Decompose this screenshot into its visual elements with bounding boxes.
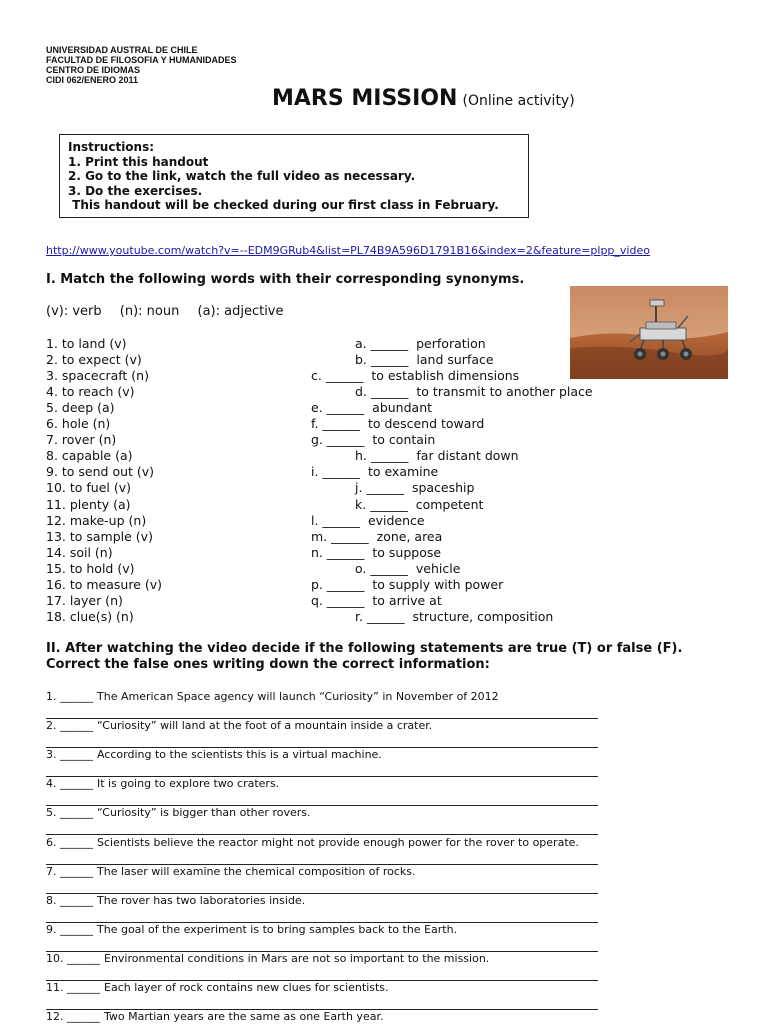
answer-blank[interactable]: ______ xyxy=(331,528,369,544)
section-1-title: I. Match the following words with their corresponding synonyms. xyxy=(46,272,525,287)
match-word-item: 10. to fuel (v) xyxy=(46,480,131,496)
synonym-item xyxy=(355,480,474,495)
statement-number-blank[interactable]: 7. ______ xyxy=(46,864,93,878)
synonym-item xyxy=(311,545,441,560)
section-2-title-line-2: Correct the false ones writing down the correct information: xyxy=(46,657,490,672)
statement-item xyxy=(46,865,416,878)
synonym-text: to arrive at xyxy=(372,592,442,608)
statement-text: Environmental conditions in Mars are not so important to the mission. xyxy=(104,951,490,965)
match-word-item: 17. layer (n) xyxy=(46,592,123,608)
answer-blank[interactable]: ______ xyxy=(366,608,405,624)
instructions-box xyxy=(59,134,529,218)
match-word-item: 8. capable (a) xyxy=(46,448,133,464)
faculty-name: FACULTAD DE FILOSOFIA Y HUMANIDADES xyxy=(46,55,237,65)
match-word-item: 6. hole (n) xyxy=(46,416,111,432)
match-word-item: 18. clue(s) (n) xyxy=(46,608,134,624)
synonym-text: to examine xyxy=(367,464,439,480)
match-word-item: 16. to measure (v) xyxy=(46,576,163,592)
statement-text: Scientists believe the reactor might not provide enough power for the rover to operate. xyxy=(97,835,579,849)
synonym-text: to descend toward xyxy=(367,416,485,432)
synonym-letter: q. xyxy=(311,592,323,608)
statement-text: Two Martian years are the same as one Earth year. xyxy=(104,1010,384,1024)
match-word-item: 14. soil (n) xyxy=(46,544,113,560)
match-word-item: 2. to expect (v) xyxy=(46,352,142,368)
statement-text: Each layer of rock contains new clues for scientists. xyxy=(104,981,389,994)
instructions-heading: Instructions: xyxy=(68,140,155,154)
instruction-note: This handout will be checked during our first class in February. xyxy=(68,198,499,212)
title-sub: (Online activity) xyxy=(462,93,575,109)
statement-number-blank[interactable]: 11. ______ xyxy=(46,981,100,994)
statement-number-blank[interactable]: 2. ______ xyxy=(46,719,93,733)
answer-blank[interactable]: ______ xyxy=(370,560,408,576)
match-word-item: 13. to sample (v) xyxy=(46,528,153,544)
statement-item xyxy=(46,748,382,761)
statement-text: “Curiosity” will land at the foot of a mountain inside a crater. xyxy=(97,719,433,733)
synonym-text: vehicle xyxy=(415,560,461,576)
instruction-step-3: 3. Do the exercises. xyxy=(68,183,203,198)
legend-adjective: (a): adjective xyxy=(197,304,284,319)
synonym-text: spaceship xyxy=(411,480,475,496)
synonym-item xyxy=(355,336,486,351)
statement-number-blank[interactable]: 10. ______ xyxy=(46,951,100,965)
statement-number-blank[interactable]: 12. ______ xyxy=(46,1010,100,1024)
video-link[interactable]: http://www.youtube.com/watch?v=--EDM9GRub4&list=PL74B9A596D1791B16&index=2&feature=plpp_video xyxy=(46,244,650,257)
instruction-step-1: 1. Print this handout xyxy=(68,154,209,169)
statement-text: The laser will examine the chemical composition of rocks. xyxy=(97,864,416,878)
synonym-item xyxy=(311,416,484,431)
synonym-text: abundant xyxy=(372,400,433,416)
statement-number-blank[interactable]: 4. ______ xyxy=(46,777,93,791)
answer-blank[interactable]: ______ xyxy=(322,416,360,432)
match-word-item: 7. rover (n) xyxy=(46,432,117,448)
synonym-letter: m. xyxy=(311,528,328,544)
answer-blank[interactable]: ______ xyxy=(370,352,409,368)
university-name: UNIVERSIDAD AUSTRAL DE CHILE xyxy=(46,45,198,55)
synonym-item xyxy=(311,432,435,447)
synonym-letter: p. xyxy=(311,576,323,592)
statement-item xyxy=(46,719,432,732)
statement-number-blank[interactable]: 3. ______ xyxy=(46,748,93,762)
synonym-item xyxy=(311,400,432,415)
statement-text: According to the scientists this is a virtual machine. xyxy=(97,748,382,762)
statement-item xyxy=(46,923,457,936)
statement-text: It is going to explore two craters. xyxy=(97,777,280,791)
match-word-item: 15. to hold (v) xyxy=(46,560,135,576)
synonym-letter: k. xyxy=(355,496,367,512)
synonym-text: to transmit to another place xyxy=(416,384,593,400)
synonym-item xyxy=(355,497,483,512)
answer-blank[interactable]: ______ xyxy=(326,592,365,608)
statement-item xyxy=(46,836,579,849)
synonym-letter: j. xyxy=(355,480,363,496)
statement-number-blank[interactable]: 8. ______ xyxy=(46,893,93,907)
synonym-item xyxy=(311,513,425,528)
statement-text: The American Space agency will launch “Curiosity” in November of 2012 xyxy=(97,690,499,703)
statement-number-blank[interactable]: 6. ______ xyxy=(46,835,93,849)
statement-number-blank[interactable]: 1. ______ xyxy=(46,690,93,703)
statement-item xyxy=(46,806,310,819)
statement-item xyxy=(46,952,489,965)
synonym-text: to suppose xyxy=(372,544,442,560)
answer-blank[interactable]: ______ xyxy=(326,544,365,560)
statement-number-blank[interactable]: 5. ______ xyxy=(46,806,93,820)
synonym-letter: c. xyxy=(311,368,322,384)
synonym-text: perforation xyxy=(416,336,486,351)
synonym-text: structure, composition xyxy=(412,608,554,624)
statement-text: “Curiosity” is bigger than other rovers. xyxy=(97,806,311,820)
synonym-letter: n. xyxy=(311,544,323,560)
synonym-text: land surface xyxy=(416,352,494,368)
statement-item xyxy=(46,894,305,907)
rover-image-icon xyxy=(570,286,728,379)
answer-blank[interactable]: ______ xyxy=(366,480,404,496)
answer-blank[interactable]: ______ xyxy=(322,512,360,528)
statement-item xyxy=(46,1010,383,1023)
match-word-item: 12. make-up (n) xyxy=(46,512,147,528)
statement-item xyxy=(46,981,389,994)
statement-text: The rover has two laboratories inside. xyxy=(97,893,306,907)
synonym-letter: r. xyxy=(355,608,363,624)
synonym-item xyxy=(311,577,503,592)
synonym-letter: h. xyxy=(355,448,367,464)
synonym-text: to supply with power xyxy=(372,576,504,592)
synonym-text: far distant down xyxy=(416,448,519,464)
synonym-item xyxy=(355,609,553,624)
synonym-letter: o. xyxy=(355,560,367,576)
legend-noun: (n): noun xyxy=(119,304,180,319)
title-main: MARS MISSION xyxy=(272,86,458,111)
answer-blank[interactable]: ______ xyxy=(370,496,408,512)
legend-verb: (v): verb xyxy=(46,304,102,319)
page-title xyxy=(272,86,575,111)
statement-number-blank[interactable]: 9. ______ xyxy=(46,922,93,936)
synonym-text: evidence xyxy=(367,512,425,528)
answer-blank[interactable]: ______ xyxy=(322,464,360,480)
synonym-item xyxy=(311,593,442,608)
synonym-item xyxy=(355,352,494,367)
answer-blank[interactable]: ______ xyxy=(325,368,364,384)
answer-blank[interactable]: ______ xyxy=(326,400,365,416)
answer-blank[interactable]: ______ xyxy=(326,432,365,448)
synonym-text: to contain xyxy=(372,432,436,448)
synonym-item xyxy=(311,529,442,544)
synonym-item xyxy=(355,561,460,576)
instruction-step-2: 2. Go to the link, watch the full video as necessary. xyxy=(68,169,416,183)
synonym-text: to establish dimensions xyxy=(371,368,520,384)
match-word-item: 9. to send out (v) xyxy=(46,464,155,480)
synonym-letter: f. xyxy=(311,416,319,432)
synonym-item xyxy=(355,384,593,399)
statement-item xyxy=(46,777,279,790)
synonym-item xyxy=(355,448,519,463)
answer-blank[interactable]: ______ xyxy=(370,336,409,351)
synonym-letter: b. xyxy=(355,352,367,368)
synonym-item xyxy=(311,368,519,383)
match-word-item: 3. spacecraft (n) xyxy=(46,368,149,384)
word-type-legend xyxy=(46,304,298,319)
synonym-letter: i. xyxy=(311,464,319,480)
statement-text: The goal of the experiment is to bring samples back to the Earth. xyxy=(97,922,458,936)
answer-blank[interactable]: ______ xyxy=(370,448,409,464)
center-name: CENTRO DE IDIOMAS xyxy=(46,65,141,75)
section-2-title-line-1: II. After watching the video decide if the following statements are true (T) or false (F). xyxy=(46,641,683,656)
answer-blank[interactable]: ______ xyxy=(370,384,409,400)
synonym-letter: a. xyxy=(355,336,367,351)
course-code: CIDI 062/ENERO 2011 xyxy=(46,75,139,85)
synonym-item xyxy=(311,464,438,479)
match-word-item: 5. deep (a) xyxy=(46,400,115,416)
synonym-letter: d. xyxy=(355,384,367,400)
mars-rover-photo xyxy=(570,286,728,379)
synonym-letter: e. xyxy=(311,400,323,416)
synonym-text: zone, area xyxy=(376,528,443,544)
match-word-item: 4. to reach (v) xyxy=(46,384,135,400)
match-word-item: 11. plenty (a) xyxy=(46,496,131,512)
statement-item xyxy=(46,690,499,703)
synonym-letter: g. xyxy=(311,432,323,448)
synonym-letter: l. xyxy=(311,512,319,528)
match-word-item: 1. to land (v) xyxy=(46,336,127,351)
answer-blank[interactable]: ______ xyxy=(326,576,365,592)
synonym-text: competent xyxy=(415,496,484,512)
